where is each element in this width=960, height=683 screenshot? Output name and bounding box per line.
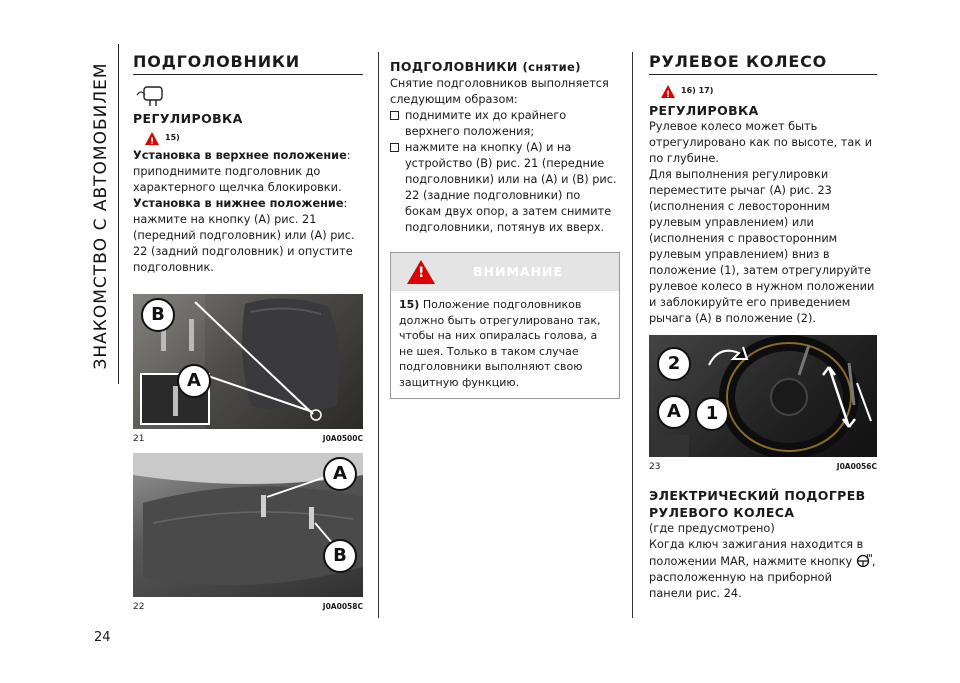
notice-title: ВНИМАНИЕ	[473, 264, 564, 279]
list-item: поднимите их до крайнего верхнего положения;	[390, 108, 620, 140]
paragraph: Снятие подголовников выполняется следующим образом:	[390, 77, 609, 106]
paragraph: Установка в верхнее положение: приподнимите подголовник до характерного щелчка блокировки.	[133, 149, 351, 194]
warning-triangle-icon	[661, 85, 675, 98]
column-divider	[378, 52, 379, 618]
section-heading: ПОДГОЛОВНИКИ	[133, 54, 363, 75]
column-headrest-adjust	[133, 54, 363, 615]
side-section-tab	[88, 40, 114, 392]
callout-b: B	[323, 539, 357, 573]
paragraph: Когда ключ зажигания находится в положении MAR, нажмите кнопку , расположенную на приборной панели рис. 24.	[649, 538, 876, 600]
sub-heading: РЕГУЛИРОВКА	[649, 103, 759, 118]
warning-triangle-icon	[145, 132, 159, 145]
section-heading: ПОДГОЛОВНИКИ (снятие)	[390, 59, 581, 74]
figure-caption: 22 J0A0058C	[133, 602, 363, 612]
figure-21-photo	[133, 294, 363, 429]
checkbox-bullet-icon	[390, 111, 399, 120]
notice-body: 15) Положение подголовников должно быть отрегулировано так, чтобы на них опиралась голова, а не шея. Только в таком случае подголовники выполняют свою защитную функцию.	[399, 298, 601, 389]
side-rule	[118, 44, 119, 384]
column-steering-wheel	[649, 54, 877, 602]
page-number: 24	[94, 630, 111, 645]
callout-1: 1	[695, 397, 729, 431]
warning-ref: ! 16) 17)	[661, 83, 877, 99]
callout-b: B	[141, 298, 175, 332]
paragraph: Установка в нижнее положение: нажмите на кнопку (A) рис. 21 (передний подголовник) или (A) рис. 22 (задний подголовник) и опустите подголовник.	[133, 197, 355, 274]
paragraph: (где предусмотрено)	[649, 522, 775, 535]
section-heading: РУЛЕВОЕ КОЛЕСО	[649, 54, 877, 75]
callout-2: 2	[657, 347, 691, 381]
paragraph: Рулевое колесо может быть отрегулировано как по высоте, так и по глубине.	[649, 120, 873, 165]
warning-triangle-icon	[407, 260, 435, 284]
sub-heading: РЕГУЛИРОВКА	[133, 111, 243, 126]
callout-a: A	[177, 364, 211, 398]
figure-caption: 23 J0A0056C	[649, 462, 877, 472]
side-section-label: ЗНАКОМСТВО С АВТОМОБИЛЕМ	[91, 62, 111, 370]
column-divider	[632, 52, 633, 618]
figure-caption: 21 J0A0500C	[133, 434, 363, 444]
paragraph: Для выполнения регулировки переместите рычаг (A) рис. 23 (исполнения с левосторонним рулевым управлением) или (исполнения с правосторонним рулевым управлением) вниз в положение (1), затем отрегулируйте рулевое колесо в нужном положении и заблокируйте его приведением рычага (A) в положение (2).	[649, 168, 875, 325]
notice-header	[391, 253, 619, 291]
checkbox-bullet-icon	[390, 143, 399, 152]
warning-ref: ! 15)	[145, 130, 363, 146]
figure-22-photo	[133, 453, 363, 597]
callout-a: A	[657, 395, 691, 429]
section-heading: ЭЛЕКТРИЧЕСКИЙ ПОДОГРЕВ РУЛЕВОГО КОЛЕСА	[649, 488, 866, 520]
column-headrest-removal	[390, 58, 620, 399]
callout-a: A	[323, 457, 357, 491]
list-item: нажмите на кнопку (A) и на устройство (B) рис. 21 (передние подголовники) или на (A) и (B) рис. 22 (задние подголовники) по бокам двух опор, а затем снимите подголовники, потянув их вверх.	[390, 140, 620, 236]
heated-steering-wheel-icon	[856, 553, 872, 567]
warning-notice	[390, 252, 620, 399]
figure-23-photo	[649, 335, 877, 457]
headrest-icon	[133, 85, 363, 107]
